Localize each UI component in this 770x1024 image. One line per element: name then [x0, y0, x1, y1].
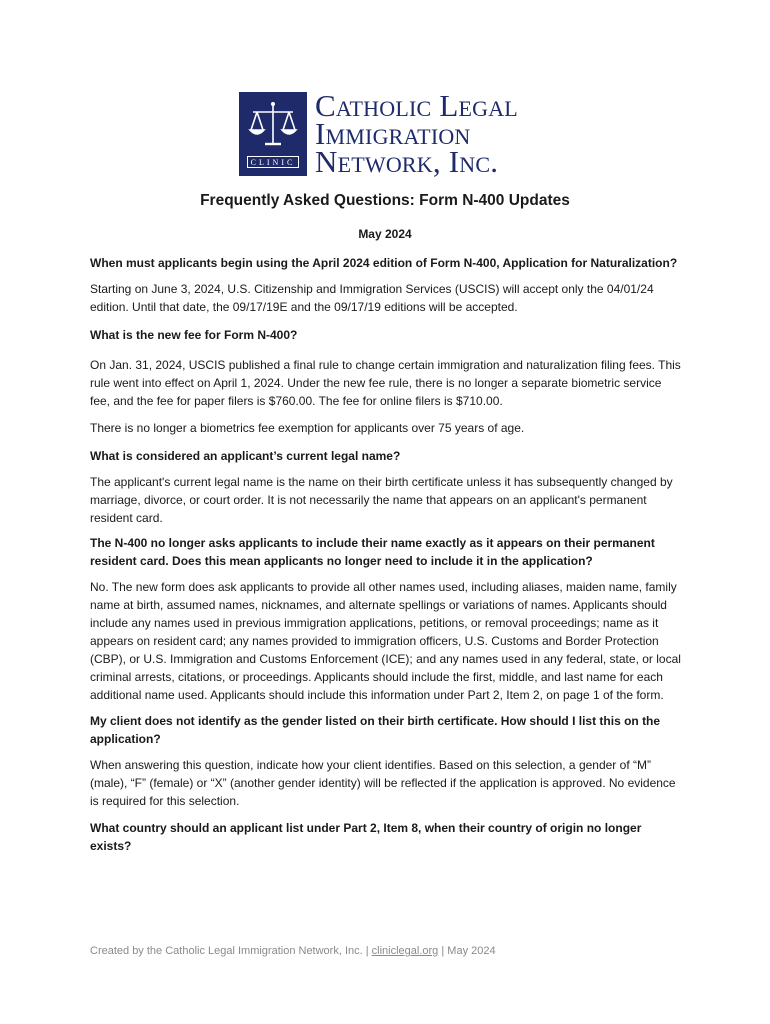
- answer-1: Starting on June 3, 2024, U.S. Citizenship and Immigration Services (USCIS) will accept only the 04/01/24 edition. Until that date, the 09/17/19E and the 09/17/19 editions will be accepted.: [90, 282, 654, 314]
- faq-content: [90, 254, 684, 863]
- logo-line-1: Catholic Legal: [315, 88, 518, 123]
- page-title: Frequently Asked Questions: Form N-400 Updates: [200, 192, 570, 209]
- scales-of-justice-icon: [245, 98, 301, 154]
- logo-wordmark: [315, 88, 518, 179]
- answer-2-note: There is no longer a biometrics fee exemption for applicants over 75 years of age.: [90, 421, 525, 435]
- logo-line-2: Immigration: [315, 116, 471, 151]
- footer-link[interactable]: cliniclegal.org: [371, 945, 439, 957]
- question-6: What country should an applicant list under Part 2, Item 8, when their country of origin no longer exists?: [90, 821, 642, 853]
- question-4: The N-400 no longer asks applicants to include their name exactly as it appears on their permanent resident card. Does this mean applicants no longer need to include it in the application?: [90, 536, 655, 568]
- logo-badge-text: CLINIC: [247, 156, 299, 168]
- document-date: May 2024: [358, 227, 412, 241]
- question-3: What is considered an applicant’s current legal name?: [90, 449, 401, 463]
- page-footer: [90, 945, 496, 957]
- footer-prefix: Created by the Catholic Legal Immigration Network, Inc. |: [90, 945, 372, 957]
- footer-suffix: | May 2024: [438, 945, 496, 957]
- answer-3: The applicant's current legal name is the name on their birth certificate unless it has subsequently changed by marriage, divorce, or court order. It is not necessarily the name that appears on an applicant's permanent resident card.: [90, 475, 673, 525]
- answer-4: No. The new form does ask applicants to provide all other names used, including aliases, maiden name, family name at birth, assumed names, nicknames, and alternate spellings or variations of names. Applicants should include any names used in previous immigration applications, petitions, or removal proceedings; name as it appears on resident card; any names provided to immigration officers, U.S. Customs and Border Protection (CBP), or U.S. Immigration and Customs Enforcement (ICE); and any names used in any federal, state, or local criminal arrests, citations, or proceedings. Applicants should include the first, middle, and last name for each additional name used. Applicants should include this information under Part 2, Item 2, on page 1 of the form.: [90, 580, 681, 702]
- answer-2: On Jan. 31, 2024, USCIS published a final rule to change certain immigration and naturalization filing fees. This rule went into effect on April 1, 2024. Under the new fee rule, there is no longer a separate biometric service fee, and the fee for paper filers is $760.00. The fee for online filers is $710.00.: [90, 358, 681, 408]
- logo-badge: [239, 92, 307, 176]
- clinic-logo: [239, 88, 539, 179]
- logo-line-3: Network, Inc.: [315, 144, 499, 179]
- question-2: What is the new fee for Form N-400?: [90, 328, 298, 342]
- question-5: My client does not identify as the gender listed on their birth certificate. How should I list this on the application?: [90, 714, 661, 746]
- question-1: When must applicants begin using the April 2024 edition of Form N-400, Application for Naturalization?: [90, 256, 678, 270]
- answer-5: When answering this question, indicate how your client identifies. Based on this selection, a gender of “M” (male), “F” (female) or “X” (another gender identity) will be reflected if the application is approved. No evidence is required for this selection.: [90, 758, 676, 808]
